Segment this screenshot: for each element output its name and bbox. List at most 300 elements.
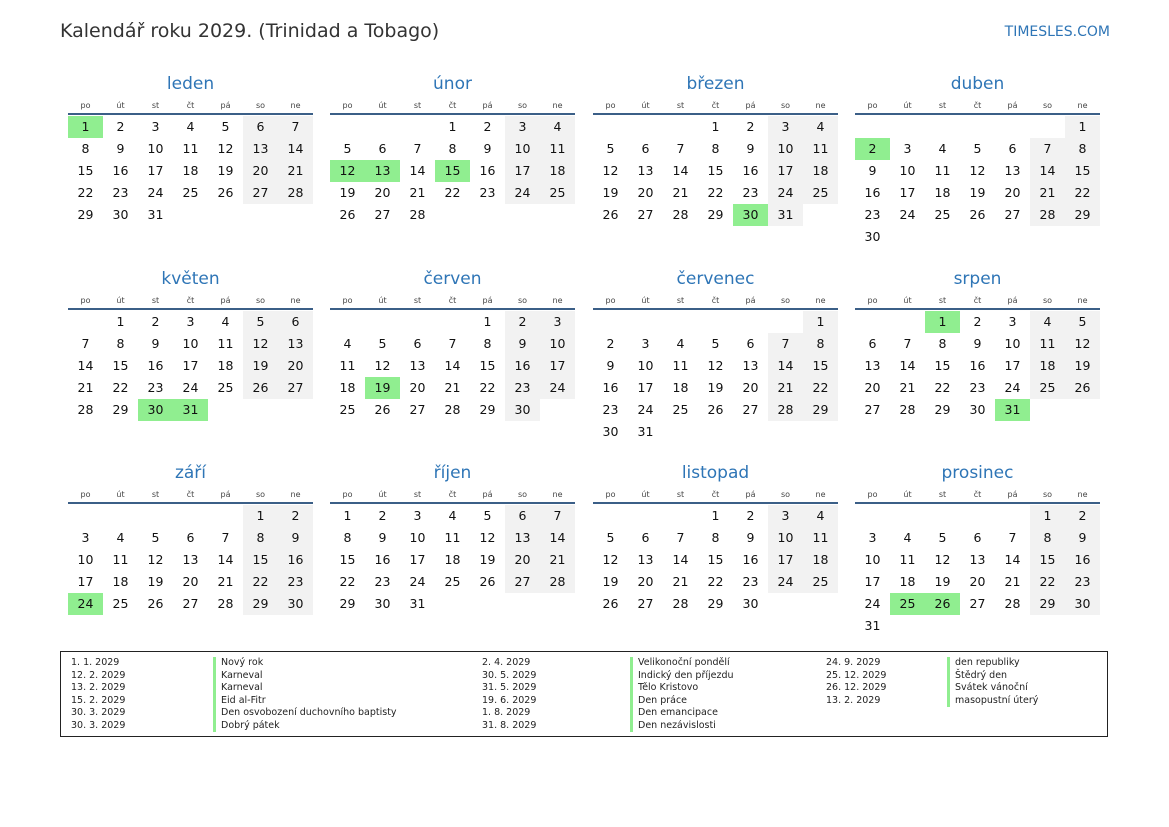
day-cell: 9 — [483, 141, 492, 156]
day-cell: 22 — [707, 185, 724, 200]
holiday-day-cell: 2 — [855, 138, 890, 160]
empty-cell — [628, 505, 663, 527]
day-cell: 30 — [602, 424, 619, 439]
day-cell: 6 — [378, 141, 387, 156]
day-cell: 18 — [934, 185, 951, 200]
day-cell: 11 — [803, 527, 838, 549]
weekday-label: so — [517, 101, 528, 110]
legend-names-1 — [213, 657, 397, 732]
weekday-label: út — [641, 101, 650, 110]
day-cell: 20 — [278, 355, 313, 377]
day-cell: 3 — [81, 530, 90, 545]
day-cell: 11 — [182, 141, 199, 156]
day-grid — [330, 505, 575, 615]
day-grid — [593, 116, 838, 226]
empty-cell — [103, 505, 138, 527]
day-cell: 25 — [1030, 377, 1065, 399]
day-grid — [330, 311, 575, 421]
day-grid — [593, 311, 838, 443]
day-cell: 28 — [672, 596, 689, 611]
weekday-label: po — [342, 296, 353, 305]
day-cell: 28 — [444, 402, 461, 417]
empty-cell — [855, 505, 890, 527]
day-cell: 14 — [899, 358, 916, 373]
day-cell: 4 — [540, 116, 575, 138]
empty-cell — [435, 311, 470, 333]
legend-holiday-name: Svátek vánoční — [947, 682, 1038, 695]
weekday-label: ne — [290, 490, 301, 499]
day-cell: 26 — [1065, 377, 1100, 399]
day-cell: 12 — [243, 333, 278, 355]
day-cell: 30 — [864, 229, 881, 244]
legend-holiday-name: Nový rok — [213, 657, 397, 670]
day-cell: 3 — [151, 119, 160, 134]
day-cell: 29 — [112, 402, 129, 417]
empty-cell — [890, 505, 925, 527]
day-cell: 19 — [969, 185, 986, 200]
day-cell: 15 — [243, 549, 278, 571]
day-cell: 9 — [606, 358, 615, 373]
day-cell: 4 — [903, 530, 912, 545]
day-cell: 20 — [243, 160, 278, 182]
day-cell: 13 — [637, 552, 654, 567]
day-cell: 8 — [116, 336, 125, 351]
empty-cell — [663, 311, 698, 333]
day-cell: 22 — [339, 574, 356, 589]
empty-cell — [68, 311, 103, 333]
weekday-label: pá — [220, 101, 231, 110]
day-cell: 12 — [217, 141, 234, 156]
day-cell: 31 — [409, 596, 426, 611]
day-cell: 22 — [444, 185, 461, 200]
month-listopad — [593, 461, 838, 615]
empty-cell — [628, 116, 663, 138]
day-cell: 27 — [864, 402, 881, 417]
weekday-label: st — [938, 296, 947, 305]
day-cell: 23 — [278, 571, 313, 593]
legend-holiday-name: Karneval — [213, 670, 397, 683]
empty-cell — [400, 311, 435, 333]
day-cell: 14 — [217, 552, 234, 567]
weekday-label: čt — [973, 296, 982, 305]
day-cell: 24 — [505, 182, 540, 204]
month-name: srpen — [953, 269, 1002, 289]
weekday-label: út — [116, 101, 125, 110]
day-cell: 3 — [903, 141, 912, 156]
weekday-label: út — [903, 490, 912, 499]
legend-date: 2. 4. 2029 — [482, 657, 531, 668]
day-cell: 1 — [1030, 505, 1065, 527]
day-cell: 1 — [116, 314, 125, 329]
day-cell: 5 — [711, 336, 720, 351]
weekday-label: so — [1042, 101, 1053, 110]
day-cell: 9 — [746, 141, 755, 156]
month-name: listopad — [681, 463, 750, 483]
day-cell: 7 — [221, 530, 230, 545]
day-cell: 6 — [746, 336, 755, 351]
day-cell: 3 — [641, 336, 650, 351]
weekday-label: ne — [1077, 296, 1088, 305]
day-cell: 19 — [243, 355, 278, 377]
day-cell: 27 — [1004, 207, 1021, 222]
day-cell: 30 — [969, 402, 986, 417]
day-cell: 17 — [637, 380, 654, 395]
day-cell: 19 — [1065, 355, 1100, 377]
weekday-label: so — [780, 296, 791, 305]
day-cell: 9 — [973, 336, 982, 351]
legend-holiday-name: Tělo Kristovo — [630, 682, 734, 695]
day-cell: 3 — [186, 314, 195, 329]
day-cell: 23 — [969, 380, 986, 395]
holiday-day-cell: 25 — [890, 593, 925, 615]
day-cell: 28 — [1030, 204, 1065, 226]
day-cell: 16 — [479, 163, 496, 178]
weekday-label: pá — [220, 490, 231, 499]
day-cell: 14 — [1030, 160, 1065, 182]
day-cell: 26 — [707, 402, 724, 417]
weekday-label: út — [378, 296, 387, 305]
day-cell: 2 — [151, 314, 160, 329]
day-cell: 20 — [505, 549, 540, 571]
empty-cell — [628, 311, 663, 333]
weekday-header — [593, 293, 838, 310]
day-cell: 18 — [803, 160, 838, 182]
weekday-label: čt — [186, 101, 195, 110]
day-cell: 28 — [768, 399, 803, 421]
day-cell: 28 — [278, 182, 313, 204]
month-name: leden — [166, 74, 215, 94]
month-name: červen — [423, 269, 482, 289]
day-cell: 23 — [112, 185, 129, 200]
day-cell: 9 — [116, 141, 125, 156]
day-cell: 5 — [973, 141, 982, 156]
day-cell: 9 — [151, 336, 160, 351]
day-cell: 17 — [540, 355, 575, 377]
legend-date: 19. 6. 2029 — [482, 694, 537, 706]
weekday-header — [68, 98, 313, 115]
holiday-day-cell: 31 — [173, 399, 208, 421]
day-cell: 8 — [343, 530, 352, 545]
day-cell: 6 — [973, 530, 982, 545]
day-cell: 26 — [339, 207, 356, 222]
day-cell: 27 — [742, 402, 759, 417]
empty-cell — [68, 505, 103, 527]
day-cell: 12 — [1065, 333, 1100, 355]
day-cell: 3 — [768, 116, 803, 138]
empty-cell — [208, 505, 243, 527]
day-cell: 27 — [969, 596, 986, 611]
day-cell: 19 — [602, 185, 619, 200]
day-cell: 13 — [409, 358, 426, 373]
day-cell: 8 — [448, 141, 457, 156]
day-cell: 29 — [1030, 593, 1065, 615]
holiday-day-cell: 26 — [925, 593, 960, 615]
weekday-label: čt — [711, 490, 720, 499]
day-cell: 5 — [483, 508, 492, 523]
weekday-label: čt — [973, 490, 982, 499]
weekday-label: po — [605, 101, 616, 110]
weekday-header — [855, 487, 1100, 504]
weekday-label: ne — [290, 296, 301, 305]
day-cell: 16 — [278, 549, 313, 571]
legend-holiday-name: Indický den příjezdu — [630, 670, 734, 683]
weekday-label: ne — [1077, 101, 1088, 110]
legend-dates-2 — [482, 657, 536, 732]
day-cell: 16 — [147, 358, 164, 373]
day-cell: 21 — [899, 380, 916, 395]
weekday-label: po — [80, 490, 91, 499]
empty-cell — [663, 116, 698, 138]
day-cell: 11 — [339, 358, 356, 373]
month-březen — [593, 72, 838, 226]
day-cell: 18 — [1030, 355, 1065, 377]
weekday-header — [855, 293, 1100, 310]
day-cell: 25 — [803, 571, 838, 593]
month-únor — [330, 72, 575, 226]
day-grid — [330, 116, 575, 226]
day-cell: 27 — [637, 596, 654, 611]
legend-date: 31. 8. 2029 — [482, 719, 537, 731]
day-cell: 20 — [409, 380, 426, 395]
day-cell: 30 — [1065, 593, 1100, 615]
day-cell: 26 — [969, 207, 986, 222]
day-cell: 24 — [899, 207, 916, 222]
day-cell: 22 — [112, 380, 129, 395]
empty-cell — [365, 311, 400, 333]
weekday-label: st — [676, 296, 685, 305]
day-grid — [855, 311, 1100, 421]
empty-cell — [593, 505, 628, 527]
day-cell: 6 — [1008, 141, 1017, 156]
weekday-label: pá — [482, 101, 493, 110]
legend-date: 1. 1. 2029 — [71, 657, 120, 668]
weekday-header — [593, 98, 838, 115]
day-cell: 18 — [112, 574, 129, 589]
day-cell: 2 — [505, 311, 540, 333]
day-cell: 1 — [711, 119, 720, 134]
day-cell: 13 — [969, 552, 986, 567]
day-cell: 17 — [768, 160, 803, 182]
weekday-label: ne — [815, 101, 826, 110]
day-cell: 19 — [707, 380, 724, 395]
day-cell: 15 — [707, 552, 724, 567]
month-duben — [855, 72, 1100, 248]
day-cell: 8 — [711, 530, 720, 545]
weekday-label: so — [1042, 296, 1053, 305]
day-grid — [855, 505, 1100, 637]
day-cell: 21 — [217, 574, 234, 589]
month-name: duben — [950, 74, 1005, 94]
day-cell: 10 — [147, 141, 164, 156]
weekday-label: út — [903, 101, 912, 110]
day-cell: 6 — [641, 530, 650, 545]
day-cell: 12 — [969, 163, 986, 178]
empty-cell — [890, 311, 925, 333]
empty-cell — [400, 116, 435, 138]
day-cell: 20 — [637, 574, 654, 589]
day-cell: 4 — [343, 336, 352, 351]
day-cell: 2 — [606, 336, 615, 351]
day-cell: 7 — [448, 336, 457, 351]
weekday-label: po — [605, 296, 616, 305]
day-cell: 21 — [768, 377, 803, 399]
weekday-label: st — [676, 490, 685, 499]
month-name: prosinec — [941, 463, 1014, 483]
legend-holiday-name: Den nezávislosti — [630, 720, 734, 733]
day-cell: 7 — [903, 336, 912, 351]
weekday-label: st — [413, 101, 422, 110]
day-cell: 27 — [409, 402, 426, 417]
legend-holiday-name: Eid al-Fitr — [213, 695, 397, 708]
day-cell: 20 — [374, 185, 391, 200]
weekday-label: so — [517, 490, 528, 499]
day-cell: 24 — [147, 185, 164, 200]
holiday-day-cell: 30 — [138, 399, 173, 421]
day-cell: 7 — [676, 141, 685, 156]
day-cell: 22 — [77, 185, 94, 200]
day-cell: 2 — [278, 505, 313, 527]
weekday-label: pá — [482, 296, 493, 305]
month-leden — [68, 72, 313, 226]
legend-dates-3 — [826, 657, 886, 707]
weekday-label: čt — [448, 296, 457, 305]
day-cell: 22 — [479, 380, 496, 395]
day-cell: 26 — [602, 596, 619, 611]
day-cell: 29 — [479, 402, 496, 417]
day-cell: 8 — [1030, 527, 1065, 549]
month-září — [68, 461, 313, 615]
day-cell: 20 — [969, 574, 986, 589]
weekday-label: út — [641, 490, 650, 499]
empty-cell — [1030, 116, 1065, 138]
weekday-label: čt — [448, 101, 457, 110]
day-cell: 17 — [409, 552, 426, 567]
day-cell: 18 — [217, 358, 234, 373]
legend-holiday-name: masopustní úterý — [947, 695, 1038, 708]
month-květen — [68, 267, 313, 421]
weekday-label: ne — [1077, 490, 1088, 499]
brand-link[interactable]: TIMESLES.COM — [1004, 24, 1110, 40]
day-cell: 10 — [182, 336, 199, 351]
day-cell: 29 — [339, 596, 356, 611]
day-cell: 21 — [1004, 574, 1021, 589]
day-cell: 5 — [243, 311, 278, 333]
day-cell: 2 — [746, 508, 755, 523]
day-cell: 21 — [1030, 182, 1065, 204]
weekday-header — [330, 98, 575, 115]
day-cell: 6 — [413, 336, 422, 351]
legend-date: 24. 9. 2029 — [826, 657, 881, 668]
day-cell: 1 — [243, 505, 278, 527]
day-cell: 8 — [243, 527, 278, 549]
day-cell: 25 — [112, 596, 129, 611]
day-cell: 8 — [711, 141, 720, 156]
weekday-label: pá — [745, 296, 756, 305]
month-srpen — [855, 267, 1100, 421]
day-cell: 26 — [243, 377, 278, 399]
day-cell: 17 — [899, 185, 916, 200]
day-cell: 7 — [81, 336, 90, 351]
day-cell: 21 — [672, 185, 689, 200]
empty-cell — [855, 116, 890, 138]
day-cell: 23 — [742, 574, 759, 589]
day-cell: 23 — [1065, 571, 1100, 593]
day-cell: 31 — [864, 618, 881, 633]
day-cell: 21 — [672, 574, 689, 589]
weekday-label: po — [80, 101, 91, 110]
month-říjen — [330, 461, 575, 615]
legend-date: 13. 2. 2029 — [826, 694, 881, 706]
empty-cell — [330, 311, 365, 333]
day-cell: 6 — [505, 505, 540, 527]
weekday-label: st — [151, 296, 160, 305]
day-cell: 23 — [864, 207, 881, 222]
day-cell: 26 — [147, 596, 164, 611]
empty-cell — [855, 311, 890, 333]
day-grid — [68, 311, 313, 421]
day-cell: 9 — [378, 530, 387, 545]
day-cell: 1 — [1065, 116, 1100, 138]
weekday-label: so — [255, 490, 266, 499]
day-cell: 13 — [182, 552, 199, 567]
day-cell: 17 — [768, 549, 803, 571]
day-cell: 27 — [374, 207, 391, 222]
day-cell: 7 — [278, 116, 313, 138]
legend-holiday-name: Den práce — [630, 695, 734, 708]
day-cell: 30 — [742, 596, 759, 611]
empty-cell — [138, 505, 173, 527]
day-cell: 7 — [1030, 138, 1065, 160]
day-cell: 29 — [77, 207, 94, 222]
day-cell: 25 — [672, 402, 689, 417]
weekday-label: ne — [552, 101, 563, 110]
day-cell: 15 — [803, 355, 838, 377]
empty-cell — [890, 116, 925, 138]
legend-date: 30. 3. 2029 — [71, 719, 126, 731]
day-cell: 5 — [343, 141, 352, 156]
day-cell: 16 — [505, 355, 540, 377]
legend-holiday-name: Karneval — [213, 682, 397, 695]
day-cell: 31 — [768, 204, 803, 226]
holiday-day-cell: 31 — [995, 399, 1030, 421]
weekday-header — [593, 487, 838, 504]
weekday-label: so — [255, 101, 266, 110]
day-cell: 22 — [243, 571, 278, 593]
empty-cell — [925, 116, 960, 138]
day-cell: 9 — [1065, 527, 1100, 549]
empty-cell — [960, 505, 995, 527]
weekday-label: čt — [186, 490, 195, 499]
day-cell: 16 — [742, 552, 759, 567]
day-cell: 11 — [1030, 333, 1065, 355]
day-cell: 29 — [1065, 204, 1100, 226]
month-name: září — [174, 463, 207, 483]
day-cell: 10 — [637, 358, 654, 373]
day-cell: 1 — [448, 119, 457, 134]
holiday-legend — [60, 651, 1108, 737]
day-cell: 10 — [768, 138, 803, 160]
weekday-label: út — [378, 490, 387, 499]
day-cell: 11 — [112, 552, 129, 567]
day-cell: 24 — [768, 182, 803, 204]
day-cell: 5 — [151, 530, 160, 545]
day-cell: 21 — [409, 185, 426, 200]
holiday-day-cell: 19 — [365, 377, 400, 399]
day-cell: 14 — [540, 527, 575, 549]
day-cell: 11 — [540, 138, 575, 160]
month-červen — [330, 267, 575, 421]
weekday-label: po — [605, 490, 616, 499]
